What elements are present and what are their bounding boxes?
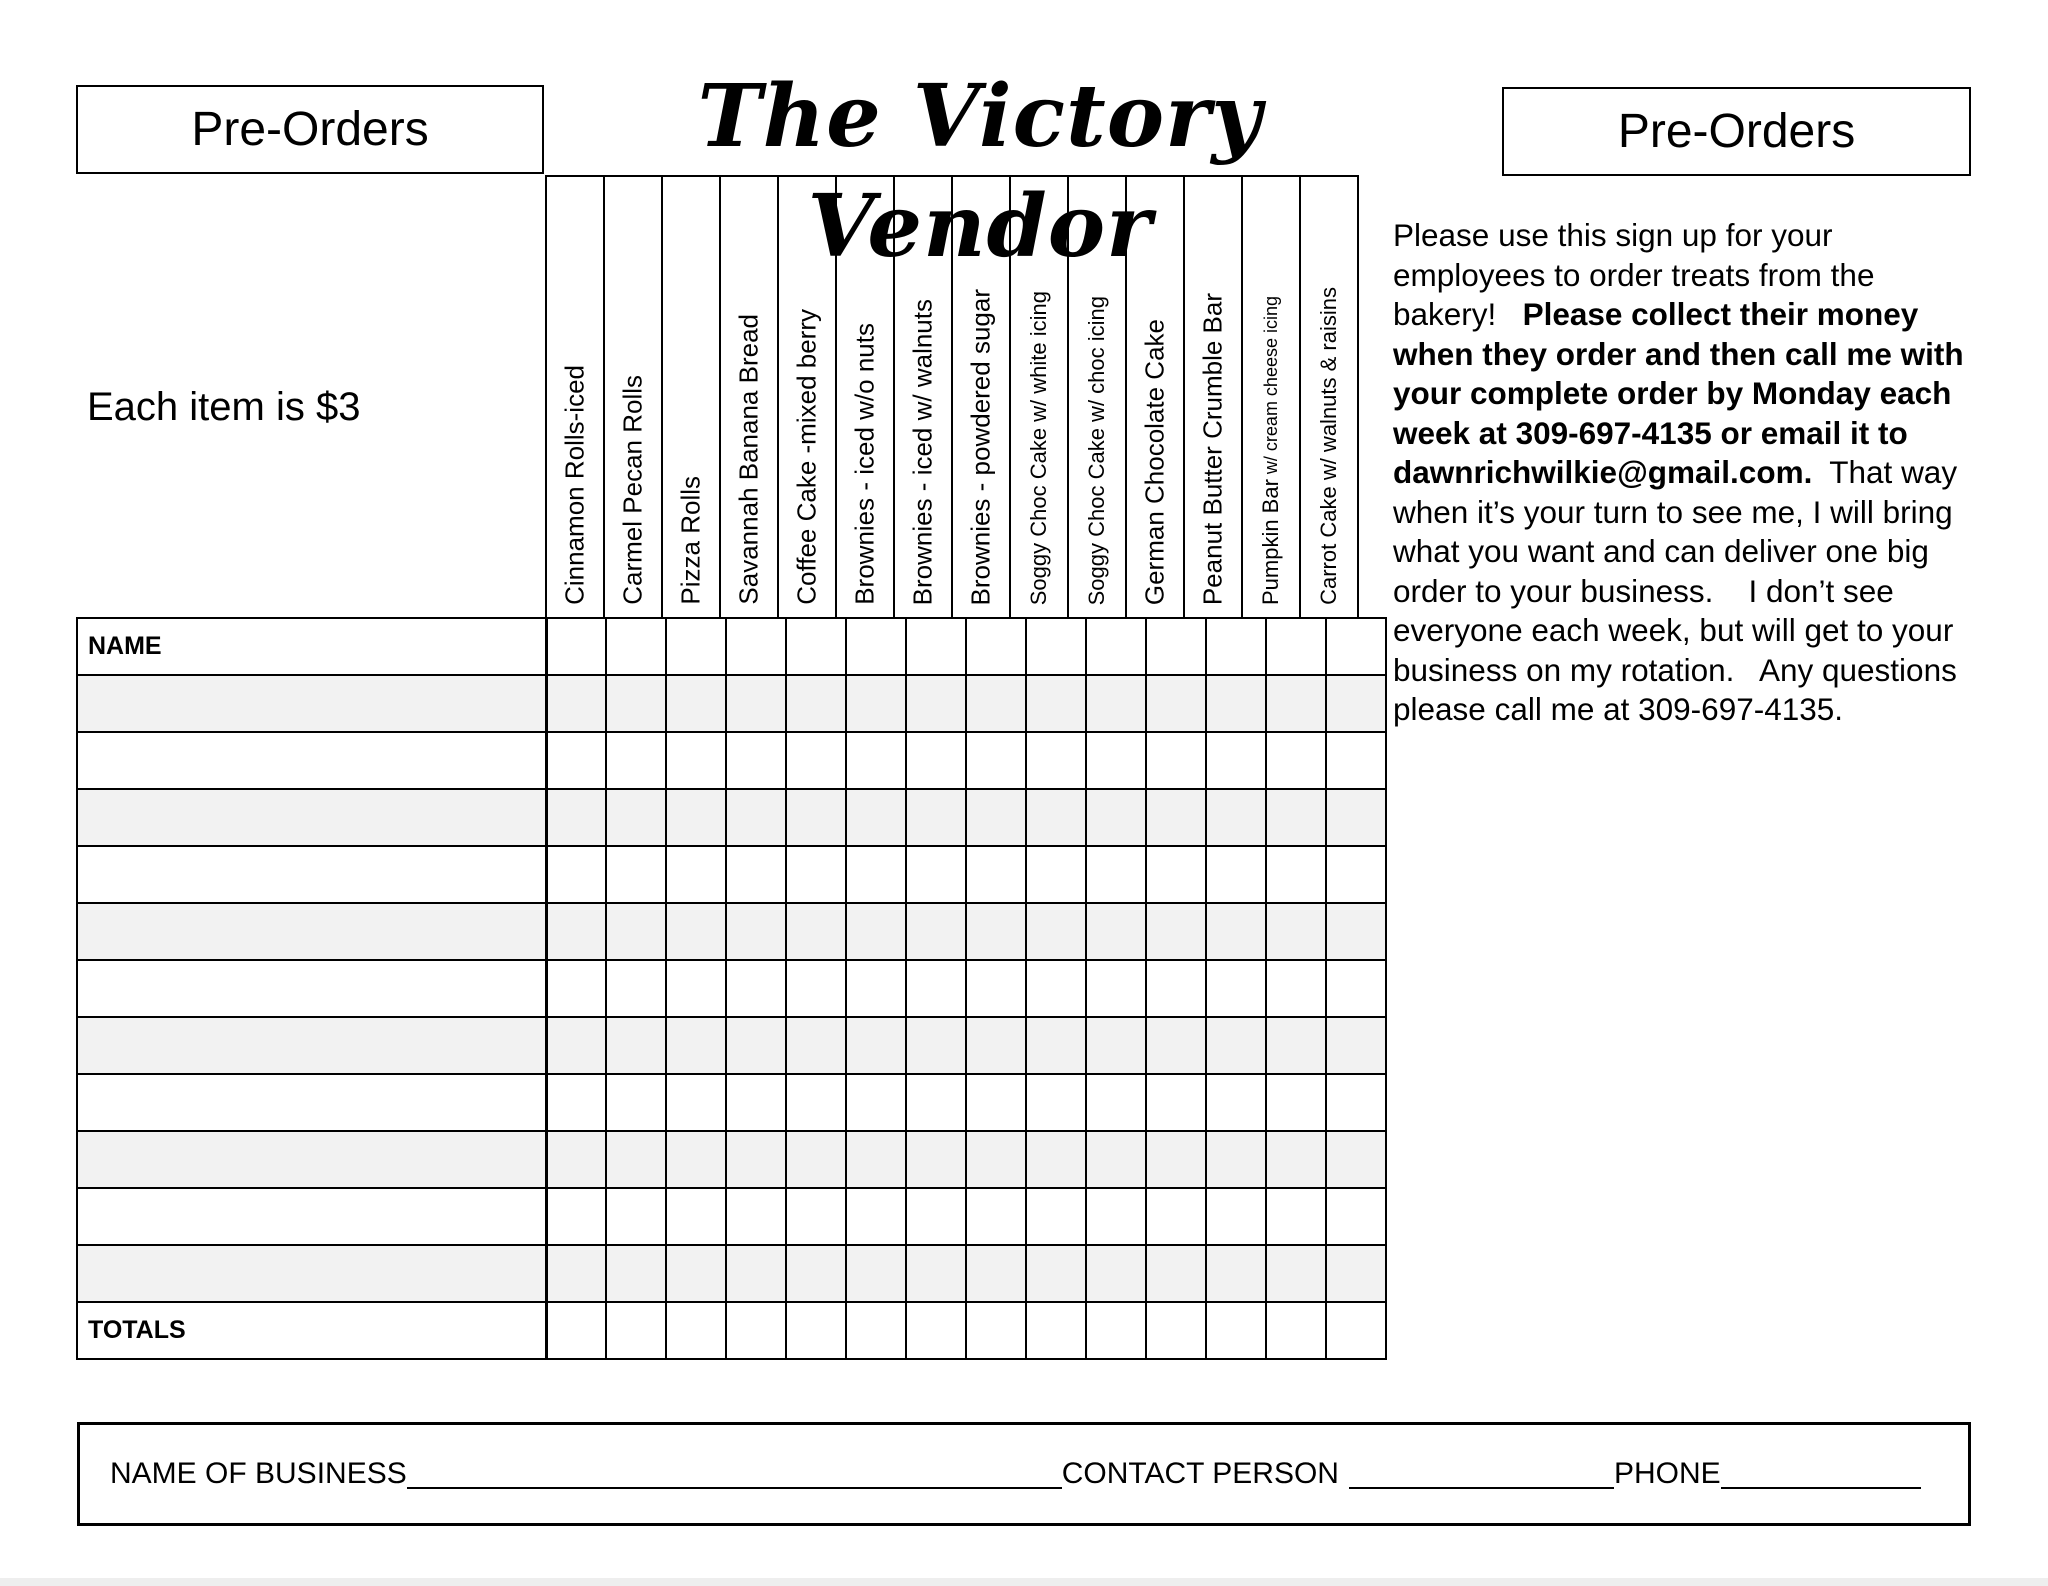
total-cell[interactable]: [786, 1302, 846, 1359]
item-column-headers: [545, 175, 1359, 617]
quantity-cell[interactable]: [1146, 1131, 1206, 1188]
quantity-cell[interactable]: [966, 1017, 1026, 1074]
quantity-cell[interactable]: [726, 1188, 786, 1245]
instructions-delivery: That way when it’s your turn to see me, I will bring what you want and can deliver one big order to your business.: [1393, 454, 1958, 609]
preorders-box-right: [1502, 87, 1971, 176]
quantity-cell[interactable]: [606, 903, 666, 960]
quantity-cell[interactable]: [1026, 732, 1086, 789]
item-header: [1241, 175, 1301, 617]
quantity-cell[interactable]: [666, 1188, 726, 1245]
quantity-cell[interactable]: [1266, 903, 1326, 960]
quantity-cell[interactable]: [786, 960, 846, 1017]
quantity-cell[interactable]: [786, 846, 846, 903]
quantity-cell[interactable]: [846, 732, 906, 789]
table-row: [77, 1074, 1386, 1131]
business-info-box: [77, 1422, 1971, 1526]
quantity-cell[interactable]: [786, 1245, 846, 1302]
total-cell[interactable]: [666, 1302, 726, 1359]
preorders-label-left: Pre-Orders: [191, 103, 429, 156]
quantity-cell[interactable]: [1326, 732, 1386, 789]
total-cell[interactable]: [906, 1302, 966, 1359]
quantity-cell[interactable]: [1146, 789, 1206, 846]
item-header: [545, 175, 605, 617]
quantity-cell[interactable]: [1206, 846, 1266, 903]
quantity-cell[interactable]: [1326, 1017, 1386, 1074]
quantity-cell[interactable]: [1146, 1017, 1206, 1074]
quantity-cell[interactable]: [606, 1188, 666, 1245]
quantity-cell[interactable]: [546, 789, 606, 846]
quantity-cell[interactable]: [1146, 903, 1206, 960]
quantity-cell[interactable]: [606, 675, 666, 732]
name-entry-cell[interactable]: [77, 1017, 546, 1074]
page-bottom-edge: [0, 1578, 2048, 1586]
total-cell[interactable]: [1026, 1302, 1086, 1359]
quantity-cell[interactable]: [1146, 732, 1206, 789]
name-column-header: NAME: [77, 618, 546, 675]
totals-label: TOTALS: [77, 1302, 546, 1359]
item-header: [603, 175, 663, 617]
quantity-cell[interactable]: [546, 903, 606, 960]
quantity-cell[interactable]: [906, 1017, 966, 1074]
quantity-cell[interactable]: [1146, 846, 1206, 903]
quantity-cell[interactable]: [1266, 675, 1326, 732]
item-header-label: Brownies - iced w/ walnuts: [907, 298, 938, 605]
instructions-rotation: I don’t see everyone each week, but will get to your business on my rotation.: [1393, 572, 1954, 688]
quantity-cell[interactable]: [1206, 675, 1266, 732]
quantity-cell[interactable]: [726, 618, 786, 675]
item-header-label: German Chocolate Cake: [1139, 318, 1170, 605]
table-row: [77, 846, 1386, 903]
quantity-cell[interactable]: [1266, 1017, 1326, 1074]
name-entry-cell[interactable]: [77, 903, 546, 960]
table-row: [77, 1017, 1386, 1074]
quantity-cell[interactable]: [606, 846, 666, 903]
quantity-cell[interactable]: [666, 789, 726, 846]
quantity-cell[interactable]: [666, 903, 726, 960]
quantity-cell[interactable]: [966, 1245, 1026, 1302]
quantity-cell[interactable]: [726, 960, 786, 1017]
quantity-cell[interactable]: [726, 732, 786, 789]
quantity-cell[interactable]: [966, 846, 1026, 903]
quantity-cell[interactable]: [1026, 1245, 1086, 1302]
quantity-cell[interactable]: [726, 1245, 786, 1302]
quantity-cell[interactable]: [846, 1245, 906, 1302]
quantity-cell[interactable]: [906, 903, 966, 960]
total-cell[interactable]: [1326, 1302, 1386, 1359]
quantity-cell[interactable]: [966, 618, 1026, 675]
instructions-questions: Any questions please call me at 309-697-4135.: [1393, 651, 1957, 727]
quantity-cell[interactable]: [1026, 960, 1086, 1017]
quantity-cell[interactable]: [846, 675, 906, 732]
phone-field[interactable]: [1721, 1459, 1921, 1489]
quantity-cell[interactable]: [1206, 1188, 1266, 1245]
quantity-cell[interactable]: [1026, 675, 1086, 732]
quantity-cell[interactable]: [546, 675, 606, 732]
table-row: [77, 903, 1386, 960]
quantity-cell[interactable]: [1326, 903, 1386, 960]
quantity-cell[interactable]: [726, 1017, 786, 1074]
quantity-cell[interactable]: [1326, 1131, 1386, 1188]
quantity-cell[interactable]: [846, 789, 906, 846]
quantity-cell[interactable]: [1326, 618, 1386, 675]
quantity-cell[interactable]: [726, 1131, 786, 1188]
quantity-cell[interactable]: [666, 1131, 726, 1188]
quantity-cell[interactable]: [666, 960, 726, 1017]
item-header: [893, 175, 953, 617]
quantity-cell[interactable]: [606, 1245, 666, 1302]
table-row: [77, 1131, 1386, 1188]
quantity-cell[interactable]: [906, 1188, 966, 1245]
total-cell[interactable]: [1266, 1302, 1326, 1359]
quantity-cell[interactable]: [846, 960, 906, 1017]
quantity-cell[interactable]: [666, 618, 726, 675]
quantity-cell[interactable]: [726, 675, 786, 732]
quantity-cell[interactable]: [966, 732, 1026, 789]
quantity-cell[interactable]: [1146, 1245, 1206, 1302]
quantity-cell[interactable]: [1206, 1017, 1266, 1074]
quantity-cell[interactable]: [786, 675, 846, 732]
total-cell[interactable]: [726, 1302, 786, 1359]
totals-row: [77, 1302, 1386, 1359]
quantity-cell[interactable]: [666, 675, 726, 732]
item-header-label: Cinnamon Rolls-iced: [559, 365, 590, 605]
total-cell[interactable]: [1086, 1302, 1146, 1359]
item-header-label: Savannah Banana Bread: [733, 314, 764, 605]
page-title: The Victory Vendor: [697, 66, 1263, 277]
quantity-cell[interactable]: [906, 1245, 966, 1302]
total-cell[interactable]: [1146, 1302, 1206, 1359]
quantity-cell[interactable]: [966, 1188, 1026, 1245]
quantity-cell[interactable]: [846, 903, 906, 960]
contact-person-field[interactable]: [1349, 1459, 1614, 1489]
quantity-cell[interactable]: [1086, 1017, 1146, 1074]
name-entry-cell[interactable]: [77, 960, 546, 1017]
item-header-label: Pizza Rolls: [675, 476, 706, 605]
quantity-cell[interactable]: [1326, 1074, 1386, 1131]
item-header: [951, 175, 1011, 617]
quantity-cell[interactable]: [786, 1188, 846, 1245]
quantity-cell[interactable]: [906, 618, 966, 675]
quantity-cell[interactable]: [966, 903, 1026, 960]
quantity-cell[interactable]: [726, 903, 786, 960]
quantity-cell[interactable]: [1026, 1074, 1086, 1131]
name-entry-cell[interactable]: [77, 732, 546, 789]
quantity-cell[interactable]: [1146, 618, 1206, 675]
instructions-collect-money: Please collect their money when they order and then call me with your complete order by Monday each week at 309-697-4135 or email it to dawnrichwilkie@gmail.com.: [1393, 296, 1964, 490]
item-header-label: Carrot Cake w/ walnuts & raisins: [1316, 287, 1341, 605]
item-header-label: Brownies - powdered sugar: [965, 288, 996, 605]
instructions-text: [1393, 216, 1973, 730]
quantity-cell[interactable]: [846, 618, 906, 675]
item-header-label: Soggy Choc Cake w/ white icing: [1026, 290, 1051, 605]
quantity-cell[interactable]: [1026, 1131, 1086, 1188]
item-header-label: Soggy Choc Cake w/ choc icing: [1084, 295, 1109, 605]
table-row: [77, 1188, 1386, 1245]
item-header-label: Peanut Butter Crumble Bar: [1197, 292, 1228, 605]
quantity-cell[interactable]: [1266, 732, 1326, 789]
total-cell[interactable]: [546, 1302, 606, 1359]
total-cell[interactable]: [846, 1302, 906, 1359]
instructions-intro: Please use this sign up for your employees to order treats from the bakery!: [1393, 217, 1875, 332]
table-row: [77, 960, 1386, 1017]
quantity-cell[interactable]: [666, 1245, 726, 1302]
quantity-cell[interactable]: [1326, 789, 1386, 846]
quantity-cell[interactable]: [1086, 732, 1146, 789]
quantity-cell[interactable]: [906, 846, 966, 903]
quantity-cell[interactable]: [1326, 846, 1386, 903]
quantity-cell[interactable]: [546, 1017, 606, 1074]
quantity-cell[interactable]: [1086, 1245, 1146, 1302]
total-cell[interactable]: [966, 1302, 1026, 1359]
quantity-cell[interactable]: [546, 1245, 606, 1302]
name-entry-cell[interactable]: [77, 789, 546, 846]
quantity-cell[interactable]: [1146, 1074, 1206, 1131]
quantity-cell[interactable]: [1326, 1245, 1386, 1302]
quantity-cell[interactable]: [966, 960, 1026, 1017]
quantity-cell[interactable]: [546, 960, 606, 1017]
quantity-cell[interactable]: [786, 618, 846, 675]
quantity-cell[interactable]: [666, 732, 726, 789]
item-header: [1125, 175, 1185, 617]
name-entry-cell[interactable]: [77, 675, 546, 732]
quantity-cell[interactable]: [1086, 846, 1146, 903]
quantity-cell[interactable]: [1146, 1188, 1206, 1245]
quantity-cell[interactable]: [1026, 618, 1086, 675]
header-row: [77, 618, 1386, 675]
quantity-cell[interactable]: [906, 1074, 966, 1131]
quantity-cell[interactable]: [546, 1131, 606, 1188]
quantity-cell[interactable]: [1026, 1188, 1086, 1245]
quantity-cell[interactable]: [906, 789, 966, 846]
item-header-label: Carmel Pecan Rolls: [617, 375, 648, 605]
quantity-cell[interactable]: [1266, 618, 1326, 675]
quantity-cell[interactable]: [726, 846, 786, 903]
quantity-cell[interactable]: [1086, 789, 1146, 846]
quantity-cell[interactable]: [1206, 1245, 1266, 1302]
quantity-cell[interactable]: [1266, 960, 1326, 1017]
item-header: [1183, 175, 1243, 617]
item-header: [1009, 175, 1069, 617]
quantity-cell[interactable]: [606, 1131, 666, 1188]
item-header: [777, 175, 837, 617]
business-name-field[interactable]: [407, 1459, 1062, 1489]
quantity-cell[interactable]: [1086, 1188, 1146, 1245]
quantity-cell[interactable]: [666, 1017, 726, 1074]
quantity-cell[interactable]: [606, 1074, 666, 1131]
name-entry-cell[interactable]: [77, 846, 546, 903]
quantity-cell[interactable]: [726, 789, 786, 846]
quantity-cell[interactable]: [1086, 960, 1146, 1017]
quantity-cell[interactable]: [786, 789, 846, 846]
quantity-cell[interactable]: [1206, 1074, 1266, 1131]
total-cell[interactable]: [606, 1302, 666, 1359]
quantity-cell[interactable]: [1326, 1188, 1386, 1245]
quantity-cell[interactable]: [606, 618, 666, 675]
item-header-label: Coffee Cake -mixed berry: [791, 309, 822, 605]
quantity-cell[interactable]: [786, 1017, 846, 1074]
quantity-cell[interactable]: [966, 789, 1026, 846]
name-entry-cell[interactable]: [77, 1245, 546, 1302]
quantity-cell[interactable]: [1266, 1074, 1326, 1131]
quantity-cell[interactable]: [786, 903, 846, 960]
quantity-cell[interactable]: [1026, 846, 1086, 903]
total-cell[interactable]: [1206, 1302, 1266, 1359]
table-row: [77, 1245, 1386, 1302]
quantity-cell[interactable]: [1206, 903, 1266, 960]
quantity-cell[interactable]: [726, 1074, 786, 1131]
item-header: [661, 175, 721, 617]
quantity-cell[interactable]: [1026, 789, 1086, 846]
quantity-cell[interactable]: [906, 960, 966, 1017]
preorders-label-right: Pre-Orders: [1617, 105, 1856, 158]
quantity-cell[interactable]: [786, 732, 846, 789]
quantity-cell[interactable]: [1206, 618, 1266, 675]
quantity-cell[interactable]: [546, 618, 606, 675]
order-grid: [76, 617, 1387, 1360]
quantity-cell[interactable]: [1146, 675, 1206, 732]
quantity-cell[interactable]: [606, 960, 666, 1017]
quantity-cell[interactable]: [1266, 1131, 1326, 1188]
quantity-cell[interactable]: [786, 1074, 846, 1131]
name-entry-cell[interactable]: [77, 1131, 546, 1188]
price-note: Each item is $3: [87, 385, 361, 429]
quantity-cell[interactable]: [846, 1188, 906, 1245]
quantity-cell[interactable]: [846, 846, 906, 903]
item-header: [1299, 175, 1359, 617]
quantity-cell[interactable]: [546, 1074, 606, 1131]
quantity-cell[interactable]: [966, 1074, 1026, 1131]
quantity-cell[interactable]: [846, 1074, 906, 1131]
quantity-cell[interactable]: [1026, 1017, 1086, 1074]
quantity-cell[interactable]: [1266, 1188, 1326, 1245]
table-row: [77, 675, 1386, 732]
quantity-cell[interactable]: [1206, 789, 1266, 846]
item-header-label: Pumpkin Bar w/ cream cheese icing: [1258, 295, 1283, 605]
table-row: [77, 732, 1386, 789]
quantity-cell[interactable]: [966, 675, 1026, 732]
item-header: [719, 175, 779, 617]
quantity-cell[interactable]: [846, 1017, 906, 1074]
quantity-cell[interactable]: [1266, 789, 1326, 846]
quantity-cell[interactable]: [546, 1188, 606, 1245]
quantity-cell[interactable]: [606, 1017, 666, 1074]
quantity-cell[interactable]: [906, 1131, 966, 1188]
phone-label: PHONE: [1613, 1457, 1721, 1490]
name-entry-cell[interactable]: [77, 1188, 546, 1245]
quantity-cell[interactable]: [1026, 903, 1086, 960]
quantity-cell[interactable]: [1206, 1131, 1266, 1188]
item-header: [835, 175, 895, 617]
quantity-cell[interactable]: [966, 1131, 1026, 1188]
quantity-cell[interactable]: [1206, 960, 1266, 1017]
quantity-cell[interactable]: [1326, 960, 1386, 1017]
quantity-cell[interactable]: [666, 1074, 726, 1131]
quantity-cell[interactable]: [906, 732, 966, 789]
quantity-cell[interactable]: [846, 1131, 906, 1188]
quantity-cell[interactable]: [606, 732, 666, 789]
quantity-cell[interactable]: [1086, 1131, 1146, 1188]
quantity-cell[interactable]: [546, 732, 606, 789]
item-header-label: Brownies - iced w/o nuts: [849, 323, 880, 605]
quantity-cell[interactable]: [546, 846, 606, 903]
quantity-cell[interactable]: [1086, 903, 1146, 960]
contact-person-label: CONTACT PERSON: [1061, 1457, 1339, 1490]
quantity-cell[interactable]: [1326, 675, 1386, 732]
quantity-cell[interactable]: [906, 675, 966, 732]
quantity-cell[interactable]: [1086, 675, 1146, 732]
business-name-label: NAME OF BUSINESS: [110, 1457, 407, 1490]
quantity-cell[interactable]: [1086, 1074, 1146, 1131]
quantity-cell[interactable]: [1206, 732, 1266, 789]
name-entry-cell[interactable]: [77, 1074, 546, 1131]
quantity-cell[interactable]: [1086, 618, 1146, 675]
table-row: [77, 789, 1386, 846]
quantity-cell[interactable]: [1146, 960, 1206, 1017]
preorders-box-left: [76, 85, 544, 174]
item-header: [1067, 175, 1127, 617]
quantity-cell[interactable]: [1266, 846, 1326, 903]
quantity-cell[interactable]: [1266, 1245, 1326, 1302]
quantity-cell[interactable]: [606, 789, 666, 846]
quantity-cell[interactable]: [666, 846, 726, 903]
quantity-cell[interactable]: [786, 1131, 846, 1188]
